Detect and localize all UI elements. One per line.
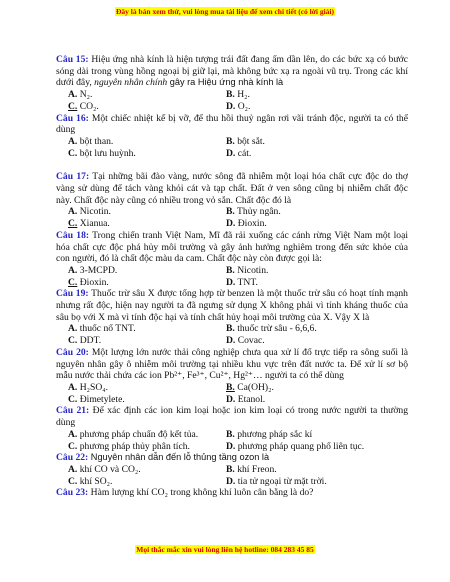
question-text: Tại những bãi đào vàng, nước sông đã nhiễm một loại hóa chất cực độc do thợ vàng sử dùng để tách vàng khỏi cát và tạp chất. Đất ở ven sông cũng bị nhiễm chất độc này. Chất độc này cũng có nhiều trong vỏ sắn. Chất độc đó là — [56, 171, 408, 206]
option-b — [214, 323, 408, 335]
question-17 — [56, 171, 408, 206]
option-text: bột lưu huỳnh. — [77, 147, 136, 159]
option-text: Thủy ngân. — [234, 206, 281, 218]
option-c — [56, 476, 214, 488]
option-c — [56, 101, 214, 113]
option-text: Đioxin. — [77, 276, 109, 288]
question-20 — [56, 347, 408, 382]
option-text: thuốc nổ TNT. — [77, 323, 136, 335]
question-number: Câu 21: — [56, 405, 90, 417]
question-number: Câu 16: — [56, 112, 89, 124]
option-label: D. — [226, 100, 236, 112]
options-16 — [56, 136, 408, 159]
question-text: Trong chiến tranh Việt Nam, Mĩ đã rải xuống các cánh rừng Việt Nam một loại hóa chất cực độc phá hủy môi trường và gây ảnh hưởng nghiêm trong đến sức khỏe của con người, đó là chất độc màu da cam. Chất độc này còn được gọi là: — [56, 229, 408, 265]
option-b — [214, 89, 408, 101]
option-label: A. — [68, 428, 78, 440]
option-label: B. — [226, 264, 235, 276]
option-label: C. — [68, 147, 78, 159]
option-text: khí SO₂. — [77, 475, 113, 487]
option-text: Etanol. — [235, 393, 266, 405]
option-label: C. — [68, 475, 78, 487]
option-d — [214, 441, 408, 453]
question-18 — [56, 230, 408, 265]
option-label: B. — [226, 89, 235, 101]
option-c — [56, 335, 214, 347]
option-text: 3-MCPD. — [77, 264, 118, 276]
question-number: Câu 23: — [56, 487, 89, 499]
option-text: O₂. — [235, 100, 251, 112]
option-a — [56, 464, 214, 476]
option-label: A. — [68, 264, 78, 276]
question-number: Câu 18: — [56, 229, 90, 241]
option-d — [214, 335, 408, 347]
option-text: Xianua. — [77, 218, 110, 230]
question-text: Để xác định các ion kim loại hoặc ion kim loại có trong nước người ta thường dùng — [56, 405, 408, 429]
option-text: phương pháp quang phổ liên tục. — [235, 440, 365, 452]
question-19 — [56, 288, 408, 323]
option-text: khí CO và CO₂. — [77, 463, 141, 475]
option-d — [214, 218, 408, 230]
option-b — [214, 206, 408, 218]
option-text: TNT. — [235, 276, 258, 288]
option-c — [56, 441, 214, 453]
question-21 — [56, 405, 408, 428]
contact-footer-text: Mọi thắc mắc xin vui lòng liên hệ hotline: 084 283 45 85 — [136, 545, 314, 554]
option-c — [56, 277, 214, 289]
option-text: H₂. — [234, 89, 250, 101]
option-text: phương pháp thủy phân tích. — [77, 440, 190, 452]
option-a — [56, 136, 214, 148]
option-a — [56, 382, 214, 394]
question-15 — [56, 54, 408, 89]
question-number: Câu 22: — [56, 452, 89, 464]
option-a — [56, 89, 214, 101]
options-17 — [56, 206, 408, 229]
question-text: Hàm lượng khí CO₂ trong không khí luôn cân bằng là do? — [88, 487, 314, 499]
option-text: thuốc trừ sâu - 6,6,6. — [234, 323, 317, 335]
option-label: D. — [226, 147, 236, 159]
option-text: tia tử ngoại từ mặt trời. — [235, 475, 327, 487]
option-label: C. — [68, 276, 78, 288]
option-text: Nicotin. — [77, 206, 111, 218]
option-b — [214, 464, 408, 476]
option-label: B. — [226, 135, 235, 147]
option-b — [214, 429, 408, 441]
option-label: C. — [68, 218, 78, 230]
question-text: Một chiếc nhiệt kế bị vỡ, để thu hồi thuỷ ngân rơi vãi tránh độc, người ta có thể dùng — [56, 112, 408, 136]
option-d — [214, 101, 408, 113]
option-label: B. — [226, 428, 235, 440]
option-text: Covac. — [235, 335, 265, 347]
option-text: Ca(OH)₂. — [234, 381, 274, 393]
option-text: phương pháp chuẩn độ kết tủa. — [77, 428, 199, 440]
options-19 — [56, 323, 408, 346]
spacer — [56, 159, 408, 171]
question-text-tail: gây ra Hiệu ứng nhà kính là — [167, 77, 284, 88]
option-label: C. — [68, 393, 78, 405]
option-text: phương pháp sắc kí — [234, 428, 313, 440]
question-number: Câu 20: — [56, 346, 89, 358]
option-label: A. — [68, 206, 78, 218]
option-label: D. — [226, 393, 236, 405]
option-text: Nicotin. — [234, 264, 269, 276]
option-b — [214, 136, 408, 148]
option-label: A. — [68, 135, 78, 147]
option-d — [214, 148, 408, 160]
option-text: bột sắt. — [234, 135, 265, 147]
option-label: A. — [68, 323, 78, 335]
option-c — [56, 394, 214, 406]
option-label: B. — [226, 381, 235, 393]
option-a — [56, 323, 214, 335]
option-label: D. — [226, 218, 236, 230]
question-text: Nguyên nhân dẫn đến lỗ thủng tầng ozon là — [88, 452, 270, 463]
options-20 — [56, 382, 408, 405]
contact-footer — [0, 545, 450, 554]
option-a — [56, 429, 214, 441]
option-label: D. — [226, 276, 236, 288]
option-label: D. — [226, 335, 236, 347]
preview-header-text: Đây là bản xem thử, vui lòng mua tài liệu để xem chi tiết (có lời giải) — [115, 7, 335, 16]
option-text: H₂SO₄. — [77, 381, 109, 393]
option-label: D. — [226, 475, 236, 487]
question-number: Câu 15: — [56, 54, 89, 65]
option-c — [56, 148, 214, 160]
option-text: bột than. — [77, 135, 114, 147]
option-label: B. — [226, 206, 235, 218]
preview-header — [0, 7, 450, 16]
option-text: Đioxin. — [235, 218, 267, 230]
option-b — [214, 382, 408, 394]
option-text: cát. — [235, 147, 252, 159]
option-label: B. — [226, 463, 235, 475]
option-label: C. — [68, 335, 78, 347]
question-number: Câu 17: — [56, 171, 90, 183]
option-label: C. — [68, 440, 78, 452]
question-22 — [56, 452, 408, 464]
question-16 — [56, 113, 408, 136]
question-emphasis: nguyên nhân chính — [94, 77, 168, 89]
option-label: D. — [226, 440, 236, 452]
option-label: A. — [68, 381, 78, 393]
question-23 — [56, 487, 408, 499]
question-number: Câu 19: — [56, 288, 89, 300]
option-text: Đimetylete. — [77, 393, 125, 405]
option-d — [214, 394, 408, 406]
question-text: Hiệu ứng nhà kính là hiện tượng trái đất đang ấm dần lên, do các bức xạ có bước sóng dài trong vùng hồng ngoại bị giữ lại, mà không bức xạ ra ngoài vũ trụ. Trong các khí dưới đây, — [56, 54, 408, 89]
options-15 — [56, 89, 408, 112]
option-text: CO₂. — [77, 100, 99, 112]
question-text: Một lượng lớn nước thải công nghiệp chưa qua xử lí đổ trực tiếp ra sông suối là nguyên nhân gây ô nhiễm môi trường tại nhiều khu vực trên đất nước ta. Để xử lí sơ bộ mẫu nước thải chứa các ion Pb²⁺, Fe³⁺, Cu²⁺, Hg²⁺… người ta có thể dùng — [56, 346, 408, 382]
question-text: Thuốc trừ sâu X được tổng hợp từ benzen là một thuốc trừ sâu có hoạt tính mạnh nhưng rất độc, hiện nay người ta đã ngưng sử dụng X không phải vì tính kháng thuốc của sâu bọ với X mà vì tính độc hại và tính chất hủy hoại môi trường của X. Vậy X là — [56, 288, 408, 323]
options-22 — [56, 464, 408, 487]
option-d — [214, 476, 408, 488]
option-a — [56, 206, 214, 218]
option-label: C. — [68, 100, 78, 112]
option-a — [56, 265, 214, 277]
document-body — [56, 54, 408, 499]
option-text: N₂. — [77, 89, 93, 101]
options-21 — [56, 429, 408, 452]
option-c — [56, 218, 214, 230]
option-d — [214, 277, 408, 289]
option-label: A. — [68, 463, 78, 475]
option-label: A. — [68, 89, 78, 101]
option-label: B. — [226, 323, 235, 335]
option-text: DDT. — [77, 335, 102, 347]
option-b — [214, 265, 408, 277]
options-18 — [56, 265, 408, 288]
option-text: khí Freon. — [234, 463, 277, 475]
